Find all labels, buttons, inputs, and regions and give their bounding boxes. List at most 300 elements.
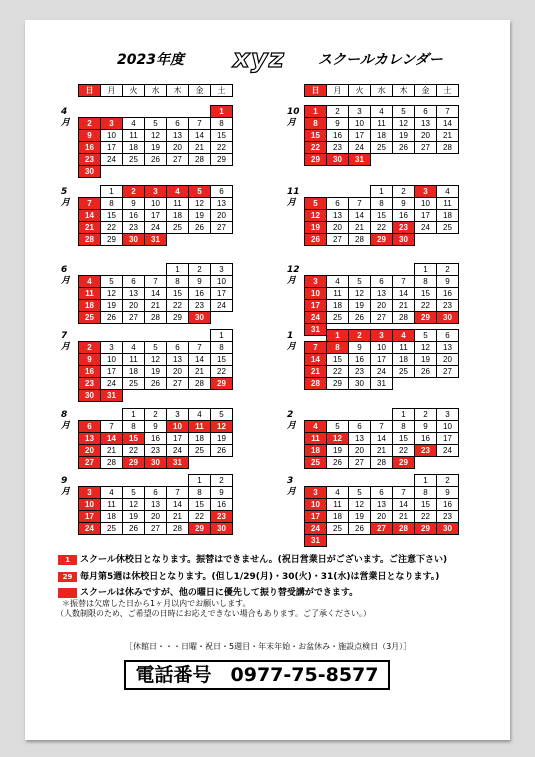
- month-number: 7: [61, 331, 68, 341]
- day-cell: 9: [349, 342, 371, 354]
- weekday-label: 木: [393, 85, 415, 97]
- day-cell: 8: [167, 276, 189, 288]
- day-cell: 9: [437, 487, 459, 499]
- day-cell: 4: [305, 421, 327, 433]
- day-cell: 28: [437, 142, 459, 154]
- day-cell: 7: [393, 487, 415, 499]
- day-cell: 29: [167, 312, 189, 324]
- day-cell: 16: [189, 288, 211, 300]
- day-cell: 13: [79, 433, 101, 445]
- day-cell: 24: [167, 445, 189, 457]
- day-cell: 14: [167, 499, 189, 511]
- day-cell: 27: [211, 222, 233, 234]
- day-cell: 24: [211, 300, 233, 312]
- day-cell: 12: [145, 354, 167, 366]
- day-cell: 21: [189, 142, 211, 154]
- day-cell: 14: [305, 354, 327, 366]
- day-cell: 22: [101, 222, 123, 234]
- day-cell: 28: [349, 234, 371, 246]
- day-cell: 5: [349, 487, 371, 499]
- month-suffix: 月: [287, 118, 297, 128]
- day-cell: 24: [305, 312, 327, 324]
- day-cell: 28: [167, 523, 189, 535]
- day-cell: 21: [167, 511, 189, 523]
- day-cell: 12: [211, 421, 233, 433]
- month-grid: [78, 105, 233, 178]
- empty-cell: [101, 409, 123, 421]
- empty-cell: [305, 409, 327, 421]
- day-cell: 14: [79, 210, 101, 222]
- day-cell: 23: [189, 300, 211, 312]
- day-cell: 4: [437, 186, 459, 198]
- day-cell: 20: [371, 300, 393, 312]
- day-cell: 30: [437, 523, 459, 535]
- empty-cell: [371, 535, 393, 547]
- day-cell: 9: [145, 421, 167, 433]
- day-cell: 27: [167, 378, 189, 390]
- day-cell: 29: [101, 234, 123, 246]
- day-cell: 9: [211, 487, 233, 499]
- day-cell: 18: [123, 142, 145, 154]
- calendar-title: スクールカレンダー: [318, 52, 443, 68]
- weekday-label: 月: [327, 85, 349, 97]
- day-cell: 22: [393, 445, 415, 457]
- day-cell: 4: [371, 106, 393, 118]
- month-grid: [304, 329, 459, 390]
- note-line: ＊振替は欠席した日から1ヶ月以内でお願いします。: [62, 599, 251, 608]
- day-cell: 4: [327, 487, 349, 499]
- month-grid: [304, 263, 459, 336]
- day-cell: 20: [167, 142, 189, 154]
- day-cell: 1: [101, 186, 123, 198]
- day-cell: 12: [393, 118, 415, 130]
- day-cell: 23: [79, 154, 101, 166]
- day-cell: 6: [349, 421, 371, 433]
- empty-cell: [371, 409, 393, 421]
- day-cell: 10: [79, 499, 101, 511]
- weekday-label: 日: [79, 85, 101, 97]
- day-cell: 10: [305, 288, 327, 300]
- empty-cell: [371, 475, 393, 487]
- day-cell: 22: [189, 511, 211, 523]
- day-cell: 26: [211, 445, 233, 457]
- weekday-header: [78, 84, 233, 97]
- day-cell: 18: [371, 130, 393, 142]
- day-cell: 16: [327, 130, 349, 142]
- day-cell: 3: [305, 487, 327, 499]
- day-cell: 27: [415, 142, 437, 154]
- day-cell: 15: [167, 288, 189, 300]
- day-cell: 9: [79, 354, 101, 366]
- day-cell: 14: [371, 433, 393, 445]
- day-cell: 11: [189, 421, 211, 433]
- day-cell: 22: [211, 142, 233, 154]
- day-cell: 1: [371, 186, 393, 198]
- day-cell: 13: [211, 198, 233, 210]
- day-cell: 13: [437, 342, 459, 354]
- empty-cell: [415, 154, 437, 166]
- weekday-label: 水: [145, 85, 167, 97]
- day-cell: 1: [211, 330, 233, 342]
- empty-cell: [327, 535, 349, 547]
- day-cell: 21: [101, 445, 123, 457]
- empty-cell: [189, 234, 211, 246]
- empty-cell: [437, 378, 459, 390]
- day-cell: 22: [167, 300, 189, 312]
- day-cell: 20: [349, 445, 371, 457]
- day-cell: 15: [415, 288, 437, 300]
- day-cell: 27: [123, 312, 145, 324]
- day-cell: 25: [123, 154, 145, 166]
- legend-text: 毎月第5週は休校日となります。(但し1/29(月)・30(火)・31(水)は営業日となります。): [80, 572, 440, 582]
- day-cell: 22: [415, 300, 437, 312]
- empty-cell: [167, 106, 189, 118]
- day-cell: 14: [437, 118, 459, 130]
- month-grid: [304, 105, 459, 166]
- day-cell: 19: [123, 511, 145, 523]
- month-number: 6: [61, 265, 68, 275]
- day-cell: 26: [101, 312, 123, 324]
- day-cell: 3: [167, 409, 189, 421]
- day-cell: 18: [305, 445, 327, 457]
- month-number: 3: [287, 476, 294, 486]
- day-cell: 27: [79, 457, 101, 469]
- day-cell: 5: [349, 276, 371, 288]
- day-cell: 2: [349, 330, 371, 342]
- note-line: （人数制限のため、ご希望の日時にお応えできない場合もあります。ご了承ください。）: [56, 609, 372, 618]
- day-cell: 3: [349, 106, 371, 118]
- day-cell: 17: [101, 142, 123, 154]
- day-cell: 20: [327, 222, 349, 234]
- empty-cell: [393, 154, 415, 166]
- day-cell: 10: [101, 354, 123, 366]
- month-suffix: 月: [61, 276, 71, 286]
- day-cell: 1: [305, 106, 327, 118]
- day-cell: 6: [371, 276, 393, 288]
- day-cell: 29: [327, 378, 349, 390]
- day-cell: 13: [415, 118, 437, 130]
- month-label: [287, 410, 296, 432]
- month-number: 1: [287, 331, 294, 341]
- weekday-label: 日: [305, 85, 327, 97]
- day-cell: 6: [167, 118, 189, 130]
- day-cell: 5: [145, 118, 167, 130]
- day-cell: 21: [393, 300, 415, 312]
- day-cell: 31: [167, 457, 189, 469]
- day-cell: 19: [305, 222, 327, 234]
- day-cell: 17: [79, 511, 101, 523]
- day-cell: 25: [437, 222, 459, 234]
- empty-cell: [79, 106, 101, 118]
- day-cell: 11: [123, 130, 145, 142]
- day-cell: 4: [327, 276, 349, 288]
- month-suffix: 月: [287, 198, 297, 208]
- day-cell: 22: [327, 366, 349, 378]
- day-cell: 5: [305, 198, 327, 210]
- day-cell: 21: [349, 222, 371, 234]
- month-suffix: 月: [61, 198, 71, 208]
- day-cell: 5: [145, 342, 167, 354]
- day-cell: 5: [211, 409, 233, 421]
- day-cell: 30: [123, 234, 145, 246]
- month-number: 2: [287, 410, 294, 420]
- day-cell: 24: [371, 366, 393, 378]
- empty-cell: [79, 330, 101, 342]
- day-cell: 19: [349, 300, 371, 312]
- day-cell: 12: [327, 433, 349, 445]
- day-cell: 23: [415, 445, 437, 457]
- day-cell: 3: [211, 264, 233, 276]
- day-cell: 21: [437, 130, 459, 142]
- day-cell: 15: [305, 130, 327, 142]
- day-cell: 6: [211, 186, 233, 198]
- day-cell: 1: [393, 409, 415, 421]
- day-cell: 3: [101, 342, 123, 354]
- empty-cell: [327, 264, 349, 276]
- month-grid: [78, 185, 233, 246]
- day-cell: 14: [393, 499, 415, 511]
- day-cell: 28: [305, 378, 327, 390]
- day-cell: 31: [371, 378, 393, 390]
- month-label: [287, 107, 300, 129]
- day-cell: 12: [189, 198, 211, 210]
- day-cell: 28: [371, 457, 393, 469]
- day-cell: 4: [189, 409, 211, 421]
- empty-cell: [437, 535, 459, 547]
- day-cell: 28: [79, 234, 101, 246]
- empty-cell: [415, 535, 437, 547]
- month-suffix: 月: [287, 487, 297, 497]
- day-cell: 12: [123, 499, 145, 511]
- day-cell: 15: [211, 354, 233, 366]
- day-cell: 18: [189, 433, 211, 445]
- day-cell: 7: [437, 106, 459, 118]
- day-cell: 17: [415, 210, 437, 222]
- legend-swatch: 29: [58, 572, 77, 582]
- empty-cell: [349, 535, 371, 547]
- day-cell: 13: [327, 210, 349, 222]
- day-cell: 10: [437, 421, 459, 433]
- day-cell: 25: [123, 378, 145, 390]
- day-cell: 30: [349, 378, 371, 390]
- day-cell: 31: [305, 324, 327, 336]
- day-cell: 18: [101, 511, 123, 523]
- day-cell: 18: [393, 354, 415, 366]
- day-cell: 29: [189, 523, 211, 535]
- weekday-label: 土: [437, 85, 459, 97]
- day-cell: 19: [189, 210, 211, 222]
- day-cell: 5: [393, 106, 415, 118]
- month-number: 10: [287, 107, 300, 117]
- day-cell: 2: [145, 409, 167, 421]
- day-cell: 13: [123, 288, 145, 300]
- empty-cell: [349, 186, 371, 198]
- day-cell: 23: [79, 378, 101, 390]
- empty-cell: [415, 457, 437, 469]
- day-cell: 25: [79, 312, 101, 324]
- empty-cell: [393, 378, 415, 390]
- day-cell: 23: [327, 142, 349, 154]
- empty-cell: [189, 166, 211, 178]
- empty-cell: [349, 475, 371, 487]
- day-cell: 22: [211, 366, 233, 378]
- month-number: 8: [61, 410, 68, 420]
- day-cell: 17: [305, 300, 327, 312]
- day-cell: 9: [189, 276, 211, 288]
- day-cell: 23: [393, 222, 415, 234]
- day-cell: 19: [415, 354, 437, 366]
- empty-cell: [349, 264, 371, 276]
- day-cell: 23: [123, 222, 145, 234]
- day-cell: 8: [415, 487, 437, 499]
- day-cell: 8: [189, 487, 211, 499]
- day-cell: 18: [327, 300, 349, 312]
- day-cell: 8: [371, 198, 393, 210]
- month-grid: [304, 474, 459, 547]
- closed-days-note: ［休館日・・・日曜・祝日・5週目・年末年始・お盆休み・施設点検日（3月）］: [125, 642, 412, 651]
- empty-cell: [305, 264, 327, 276]
- day-cell: 25: [327, 523, 349, 535]
- day-cell: 6: [79, 421, 101, 433]
- day-cell: 18: [167, 210, 189, 222]
- day-cell: 12: [349, 288, 371, 300]
- month-label: [287, 476, 296, 498]
- day-cell: 17: [211, 288, 233, 300]
- day-cell: 11: [393, 342, 415, 354]
- day-cell: 25: [167, 222, 189, 234]
- day-cell: 13: [371, 499, 393, 511]
- day-cell: 7: [145, 276, 167, 288]
- month-grid: [304, 185, 459, 246]
- day-cell: 7: [371, 421, 393, 433]
- empty-cell: [305, 330, 327, 342]
- day-cell: 26: [123, 523, 145, 535]
- day-cell: 3: [437, 409, 459, 421]
- day-cell: 20: [167, 366, 189, 378]
- month-number: 4: [61, 107, 68, 117]
- empty-cell: [123, 264, 145, 276]
- day-cell: 16: [415, 433, 437, 445]
- day-cell: 19: [211, 433, 233, 445]
- empty-cell: [211, 234, 233, 246]
- empty-cell: [79, 475, 101, 487]
- day-cell: 11: [167, 198, 189, 210]
- weekday-header: [304, 84, 459, 97]
- empty-cell: [189, 330, 211, 342]
- day-cell: 17: [167, 433, 189, 445]
- month-suffix: 月: [61, 342, 71, 352]
- day-cell: 9: [79, 130, 101, 142]
- day-cell: 11: [437, 198, 459, 210]
- day-cell: 30: [211, 523, 233, 535]
- day-cell: 21: [79, 222, 101, 234]
- empty-cell: [371, 154, 393, 166]
- day-cell: 6: [327, 198, 349, 210]
- empty-cell: [101, 166, 123, 178]
- day-cell: 27: [145, 523, 167, 535]
- day-cell: 10: [145, 198, 167, 210]
- month-suffix: 月: [287, 421, 297, 431]
- day-cell: 5: [101, 276, 123, 288]
- empty-cell: [371, 264, 393, 276]
- day-cell: 30: [327, 154, 349, 166]
- day-cell: 7: [189, 118, 211, 130]
- day-cell: 28: [393, 312, 415, 324]
- month-label: [287, 265, 300, 287]
- empty-cell: [79, 409, 101, 421]
- empty-cell: [349, 409, 371, 421]
- month-number: 9: [61, 476, 68, 486]
- weekday-label: 木: [167, 85, 189, 97]
- day-cell: 18: [437, 210, 459, 222]
- phone-number: 電話番号 0977-75-8577: [124, 660, 390, 690]
- day-cell: 13: [167, 130, 189, 142]
- day-cell: 27: [327, 234, 349, 246]
- day-cell: 20: [145, 511, 167, 523]
- empty-cell: [145, 390, 167, 402]
- day-cell: 21: [189, 366, 211, 378]
- day-cell: 14: [393, 288, 415, 300]
- day-cell: 8: [305, 118, 327, 130]
- day-cell: 13: [371, 288, 393, 300]
- month-label: [61, 476, 70, 498]
- day-cell: 6: [437, 330, 459, 342]
- legend-swatch: 1: [58, 555, 77, 565]
- day-cell: 8: [123, 421, 145, 433]
- empty-cell: [145, 475, 167, 487]
- day-cell: 1: [211, 106, 233, 118]
- legend-text: スクール休校日となります。振替はできません。(祝日営業日がございます。ご注意下さい): [80, 555, 448, 565]
- empty-cell: [101, 106, 123, 118]
- empty-cell: [189, 390, 211, 402]
- empty-cell: [123, 106, 145, 118]
- day-cell: 27: [349, 457, 371, 469]
- day-cell: 12: [145, 130, 167, 142]
- day-cell: 24: [79, 523, 101, 535]
- day-cell: 25: [327, 312, 349, 324]
- day-cell: 30: [393, 234, 415, 246]
- day-cell: 16: [437, 499, 459, 511]
- day-cell: 9: [327, 118, 349, 130]
- day-cell: 11: [79, 288, 101, 300]
- day-cell: 6: [123, 276, 145, 288]
- day-cell: 19: [349, 511, 371, 523]
- day-cell: 7: [79, 198, 101, 210]
- day-cell: 10: [349, 118, 371, 130]
- day-cell: 15: [189, 499, 211, 511]
- day-cell: 27: [437, 366, 459, 378]
- empty-cell: [327, 186, 349, 198]
- day-cell: 23: [211, 511, 233, 523]
- day-cell: 30: [189, 312, 211, 324]
- day-cell: 16: [79, 366, 101, 378]
- day-cell: 14: [349, 210, 371, 222]
- day-cell: 16: [349, 354, 371, 366]
- day-cell: 22: [415, 511, 437, 523]
- day-cell: 16: [123, 210, 145, 222]
- month-suffix: 月: [287, 342, 297, 352]
- month-grid: [78, 474, 233, 535]
- empty-cell: [189, 457, 211, 469]
- day-cell: 28: [145, 312, 167, 324]
- empty-cell: [327, 475, 349, 487]
- day-cell: 18: [327, 511, 349, 523]
- day-cell: 18: [79, 300, 101, 312]
- day-cell: 30: [437, 312, 459, 324]
- empty-cell: [437, 234, 459, 246]
- day-cell: 2: [211, 475, 233, 487]
- day-cell: 31: [305, 535, 327, 547]
